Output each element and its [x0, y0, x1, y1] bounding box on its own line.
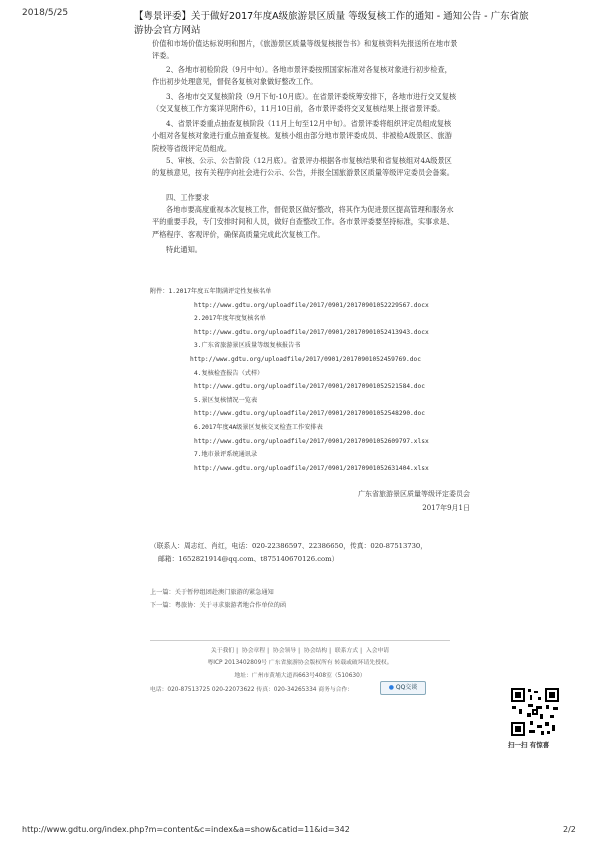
intro-tail-paragraph: 价值和市场价值达标说明和图片，《旅游景区质量等级复核报告书》和复核资料先报送所在地市景评委。	[152, 39, 458, 61]
stage-5-paragraph: 5、审核、公示、公告阶段（12月底）。省景评办根据各市复核结果和省复核组对4A级景区的复核意见，按有关程序向社会进行公示、公告，并报全国旅游景区质量等级评定委员会备案。	[152, 156, 454, 178]
footer-phones: 电话：020-87513725 020-22073622 传真：020-34265334 商务与合作：	[150, 687, 354, 693]
footer-nav: 关于我们 | 协会章程 | 协会领导 | 协会结构 | 联系方式 | 入会申请	[210, 648, 390, 654]
attachment-title: 4.复核检查报告（式样）	[194, 369, 264, 377]
attachment-item	[150, 285, 429, 312]
footer-address: 地址：广州市黄埔大道西663号408室（510630）	[234, 673, 366, 679]
stage-2-paragraph: 2、各地市初检阶段（9月中旬）。各地市景评委按照国家标准对各复核对象进行初步检查，作出初步处理意见，督促各复核对象做好整改工作。	[152, 65, 452, 87]
signature-date: 2017年9月1日	[422, 504, 470, 512]
attachment-link[interactable]: http://www.gdtu.org/uploadfile/2017/0901/20170901052413943.docx	[194, 328, 429, 336]
attachment-link[interactable]: http://www.gdtu.org/uploadfile/2017/0901/20170901052609797.xlsx	[194, 437, 429, 445]
print-date: 2018/5/25	[22, 8, 69, 18]
next-article-link[interactable]: 下一篇：粤旅协：关于寻求旅游者地合作单位的函	[150, 602, 287, 609]
footer-link-charter[interactable]: 协会章程	[241, 648, 266, 654]
qr-code	[510, 687, 560, 737]
attachment-link[interactable]: http://www.gdtu.org/uploadfile/2017/0901/20170901052229567.docx	[194, 301, 429, 309]
footer-divider	[150, 640, 450, 641]
qq-chat-button[interactable]	[380, 681, 426, 695]
article-nav	[150, 586, 286, 612]
signature-org: 广东省旅游景区质量等级评定委员会	[358, 490, 470, 498]
attachment-item	[150, 448, 429, 475]
contact-line-1: （联系人：周志红、肖红，电话：020-22386597、22386650，传真：020-87513730，	[150, 542, 428, 550]
attachment-title: 2.2017年度年度复核名单	[194, 315, 266, 323]
attachment-title: 5.景区复核情况一览表	[194, 396, 258, 404]
contact-line-2: 邮箱：1652821914@qq.com、t875140670126.com）	[158, 555, 339, 563]
qr-caption: 扫一扫 有惊喜	[508, 741, 550, 749]
footer-link-leaders[interactable]: 协会领导	[272, 648, 297, 654]
footer-link-structure[interactable]: 协会结构	[303, 648, 328, 654]
stage-3-paragraph: 3、各地市交叉复核阶段（9月下旬-10月底）。在省景评委统筹安排下，各地市进行交叉复核（交叉复核工作方案详见附件6），11月10日前，各市景评委将交叉复核结果上报省景评委。	[152, 92, 457, 114]
contact-block	[150, 540, 427, 566]
attachment-link[interactable]: http://www.gdtu.org/uploadfile/2017/0901/20170901052521584.doc	[194, 383, 425, 391]
attachment-item	[150, 312, 429, 339]
print-page-number: 2/2	[563, 825, 576, 834]
attachment-title: 附件：1.2017年度五年期满评定性复核名单	[150, 288, 272, 295]
prev-article-link[interactable]: 上一篇：关于暂停组团赴澳门旅游的紧急通知	[150, 589, 274, 596]
attachment-title: 3.广东省旅游景区质量等级复核报告书	[194, 342, 301, 350]
notice-closing: 特此通知。	[166, 245, 202, 254]
attachment-item	[150, 339, 429, 366]
qq-icon: ●	[388, 684, 394, 691]
section-heading-requirements: 四、工作要求	[166, 193, 210, 202]
footer-link-about[interactable]: 关于我们	[210, 648, 235, 654]
print-page-url: http://www.gdtu.org/index.php?m=content&c=index&a=show&catid=11&id=342	[22, 825, 350, 834]
footer-icp: 粤ICP 2013402809号 广东省旅游协会版权所有 转载或破坏请先授权。	[207, 660, 393, 666]
attachments-list	[150, 285, 429, 475]
qr-code-icon	[510, 687, 560, 737]
requirements-paragraph: 各地市要高度重视本次复核工作，督促景区做好整改，将其作为促进景区提高管理和服务水平的重要手段，专门安排时间和人员，做好自查整改工作。各市景评委要坚持标准，实事求是、严格程序、客观评价，确保高质量完成此次复核工作。	[152, 205, 454, 239]
attachment-title: 7.地市景评系统通讯录	[194, 451, 258, 459]
attachment-link[interactable]: http://www.gdtu.org/uploadfile/2017/0901/20170901052631404.xlsx	[194, 464, 429, 472]
qq-chat-label: QQ交谈	[395, 684, 418, 691]
signature-block	[358, 489, 470, 513]
print-page-title: 【粤景评委】关于做好2017年度A级旅游景区质量 等级复核工作的通知 - 通知公告 - 广东省旅游协会官方网站	[134, 11, 529, 36]
stage-4-paragraph: 4、省景评委重点抽查复核阶段（11月上旬至12月中旬）。省景评委将组织评定员组成复核小组对各复核对象进行重点抽查复核。复核小组由部分地市景评委成员、非被检A级景区、旅游院校等省级评定员组成。	[152, 119, 452, 153]
attachment-link[interactable]: http://www.gdtu.org/uploadfile/2017/0901/20170901052548290.doc	[194, 410, 425, 418]
attachment-item	[150, 394, 429, 421]
attachment-item	[150, 421, 429, 448]
footer-link-join[interactable]: 入会申请	[365, 648, 390, 654]
attachment-item	[150, 367, 429, 394]
footer-link-contact[interactable]: 联系方式	[334, 648, 359, 654]
attachment-link[interactable]: http://www.gdtu.org/uploadfile/2017/0901/20170901052459769.doc	[190, 355, 421, 363]
attachment-title: 6.2017年度4A级景区复核交叉检查工作安排表	[194, 423, 323, 431]
